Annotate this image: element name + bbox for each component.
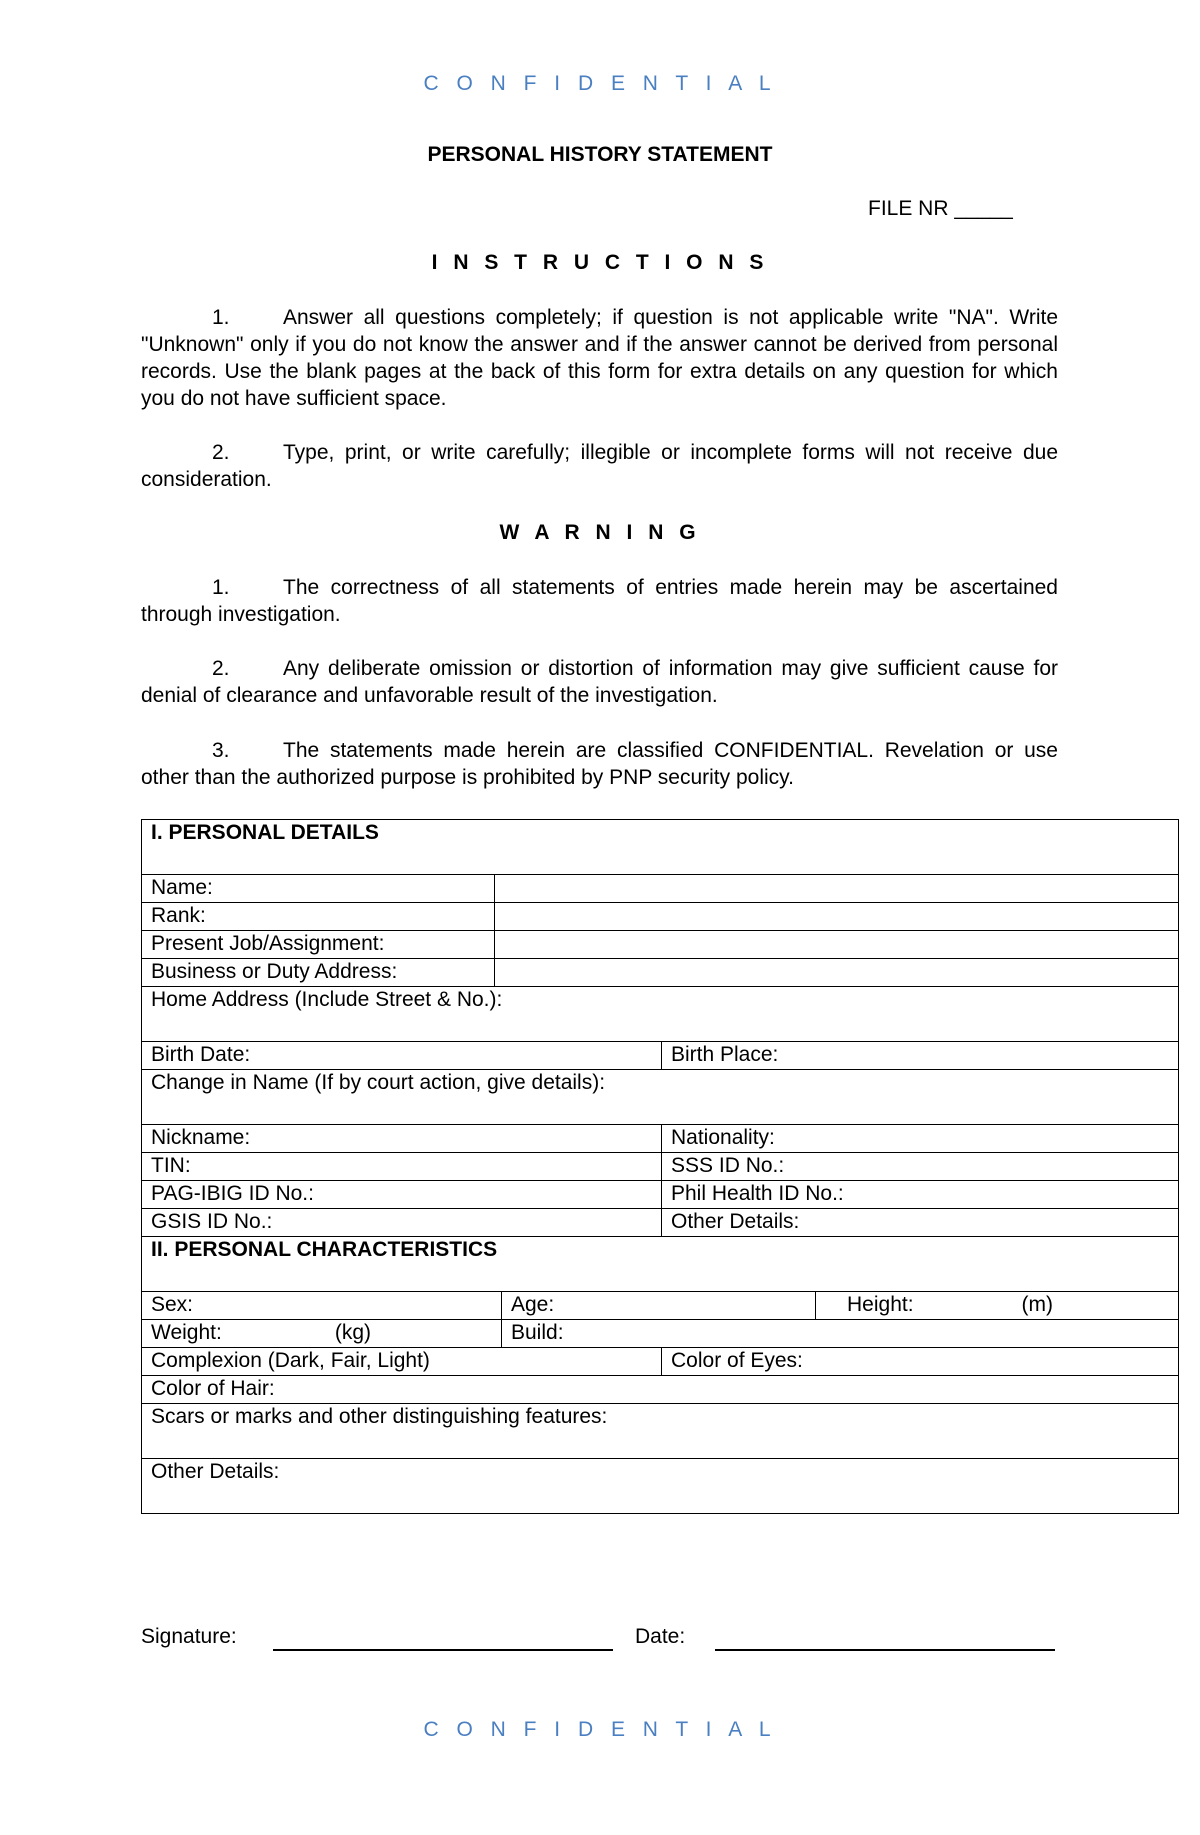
- sss-field[interactable]: SSS ID No.:: [662, 1153, 1179, 1181]
- weight-unit: (kg): [334, 1321, 371, 1344]
- instructions-heading: I N S T R U C T I O N S: [431, 251, 769, 274]
- warning-1-text: The correctness of all statements of entries made herein may be ascertained through investigation.: [141, 576, 1058, 626]
- present-job-field[interactable]: [495, 931, 1179, 959]
- height-unit: (m): [1021, 1293, 1054, 1316]
- warning-1-number: 1.: [212, 576, 230, 599]
- gsis-field[interactable]: GSIS ID No.:: [142, 1209, 662, 1237]
- warning-heading: W A R N I N G: [499, 521, 701, 544]
- name-field[interactable]: [495, 875, 1179, 903]
- pagibig-field[interactable]: PAG-IBIG ID No.:: [142, 1181, 662, 1209]
- rank-label: Rank:: [142, 903, 495, 931]
- file-number: FILE NR _____: [868, 197, 1013, 220]
- build-field[interactable]: Build:: [502, 1320, 1179, 1348]
- warning-3-number: 3.: [212, 739, 230, 762]
- nickname-field[interactable]: Nickname:: [142, 1125, 662, 1153]
- name-label: Name:: [142, 875, 495, 903]
- warning-2: [141, 655, 1058, 709]
- complexion-field[interactable]: Complexion (Dark, Fair, Light): [142, 1348, 662, 1376]
- other-details-2-field[interactable]: Other Details:: [142, 1459, 1179, 1514]
- confidential-header: C O N F I D E N T I A L: [423, 72, 777, 95]
- warning-1: [141, 574, 1058, 628]
- scars-field[interactable]: Scars or marks and other distinguishing features:: [142, 1404, 1179, 1459]
- sex-field[interactable]: Sex:: [142, 1292, 502, 1320]
- change-in-name-field[interactable]: Change in Name (If by court action, give details):: [142, 1070, 1179, 1125]
- height-field[interactable]: [816, 1292, 1179, 1320]
- weight-label: Weight:: [151, 1321, 222, 1344]
- instruction-2-number: 2.: [212, 441, 230, 464]
- instruction-1: [141, 304, 1058, 412]
- confidential-footer: C O N F I D E N T I A L: [423, 1718, 777, 1741]
- page-title: PERSONAL HISTORY STATEMENT: [427, 143, 773, 166]
- date-label: Date:: [635, 1625, 686, 1648]
- eye-color-field[interactable]: Color of Eyes:: [662, 1348, 1179, 1376]
- warning-2-text: Any deliberate omission or distortion of information may give sufficient cause for denial of clearance and unfavorable result of the investigation.: [141, 657, 1058, 707]
- weight-field[interactable]: [142, 1320, 502, 1348]
- hair-color-field[interactable]: Color of Hair:: [142, 1376, 1179, 1404]
- home-address-field[interactable]: Home Address (Include Street & No.):: [142, 987, 1179, 1042]
- nationality-field[interactable]: Nationality:: [662, 1125, 1179, 1153]
- warning-2-number: 2.: [212, 657, 230, 680]
- other-details-field[interactable]: Other Details:: [662, 1209, 1179, 1237]
- section-personal-characteristics: II. PERSONAL CHARACTERISTICS: [142, 1237, 1179, 1292]
- present-job-label: Present Job/Assignment:: [142, 931, 495, 959]
- height-label: Height:: [847, 1293, 914, 1316]
- signature-line[interactable]: [273, 1649, 613, 1651]
- date-line[interactable]: [715, 1649, 1055, 1651]
- philhealth-field[interactable]: Phil Health ID No.:: [662, 1181, 1179, 1209]
- instruction-2: [141, 439, 1058, 493]
- signature-label: Signature:: [141, 1625, 237, 1648]
- instruction-1-text: Answer all questions completely; if question is not applicable write "NA". Write "Unknown" only if you do not know the answer and if the answer cannot be derived from personal records. Use the blank pages at the back of this form for extra details on any question for which you do not have sufficient space.: [141, 306, 1058, 410]
- tin-field[interactable]: TIN:: [142, 1153, 662, 1181]
- age-field[interactable]: Age:: [502, 1292, 816, 1320]
- section-personal-details: I. PERSONAL DETAILS: [142, 820, 1179, 875]
- birth-date-field[interactable]: Birth Date:: [142, 1042, 662, 1070]
- warning-3: [141, 737, 1058, 791]
- business-address-label: Business or Duty Address:: [142, 959, 495, 987]
- birth-place-field[interactable]: Birth Place:: [662, 1042, 1179, 1070]
- business-address-field[interactable]: [495, 959, 1179, 987]
- warning-3-text: The statements made herein are classified CONFIDENTIAL. Revelation or use other than the authorized purpose is prohibited by PNP security policy.: [141, 739, 1058, 789]
- instruction-2-text: Type, print, or write carefully; illegible or incomplete forms will not receive due consideration.: [141, 441, 1058, 491]
- rank-field[interactable]: [495, 903, 1179, 931]
- instruction-1-number: 1.: [212, 306, 230, 329]
- personal-details-form: [141, 819, 1179, 1514]
